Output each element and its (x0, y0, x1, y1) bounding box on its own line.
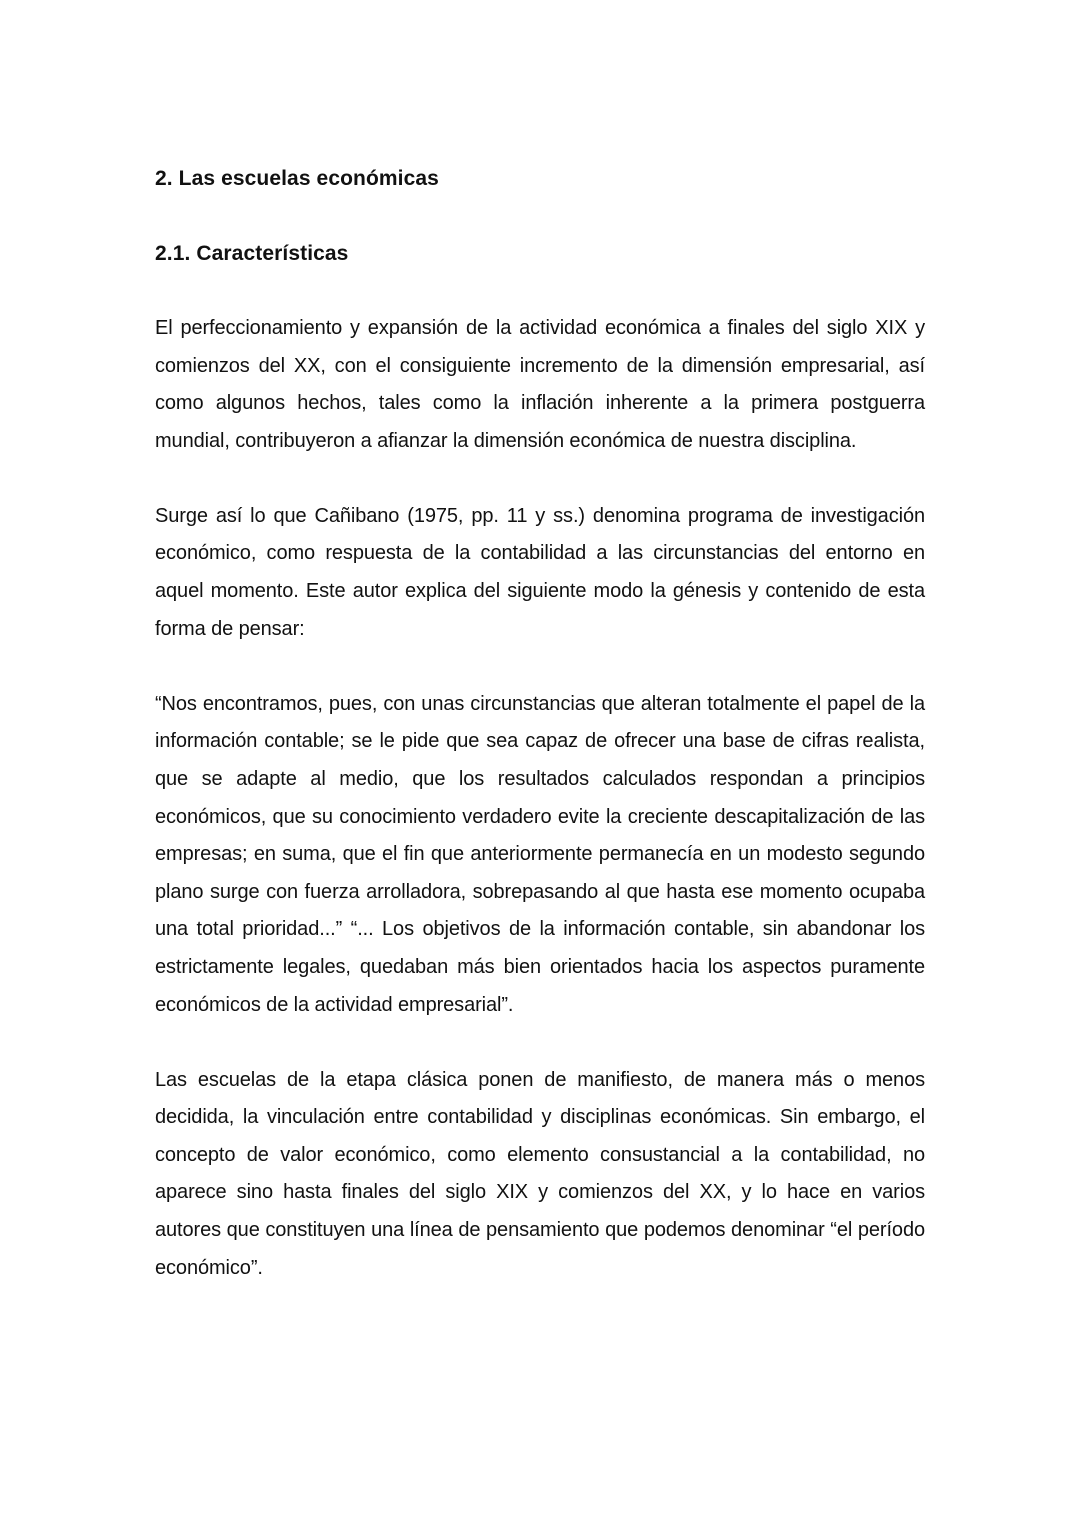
section-heading: 2. Las escuelas económicas (155, 167, 439, 190)
paragraph-quote: “Nos encontramos, pues, con unas circunstancias que alteran totalmente el papel de la información contable; se le pide que sea capaz de ofrecer una base de cifras realista, que se adapte al medio, que los resultados calculados respondan a principios económicos, que su conocimiento verdadero evite la creciente descapitalización de las empresas; en suma, que el fin que anteriormente permanecía en un modesto segundo plano surge con fuerza arrolladora, sobrepasando al que hasta ese momento ocupaba una total prioridad...” “... Los objetivos de la información contable, sin abandonar los estrictamente legales, quedaban más bien orientados hacia los aspectos puramente económicos de la actividad empresarial”. (155, 692, 925, 1016)
paragraph-classical-schools: Las escuelas de la etapa clásica ponen de manifiesto, de manera más o menos decidida, la vinculación entre contabilidad y disciplinas económicas. Sin embargo, el concepto de valor económico, como elemento consustancial a la contabilidad, no aparece sino hasta finales del siglo XIX y comienzos del XX, y lo hace en varios autores que constituyen una línea de pensamiento que podemos denominar “el período económico”. (155, 1068, 925, 1279)
subsection-heading: 2.1. Características (155, 242, 349, 265)
paragraph-canibano: Surge así lo que Cañibano (1975, pp. 11 y ss.) denomina programa de investigación económico, como respuesta de la contabilidad a las circunstancias del entorno en aquel momento. Este autor explica del siguiente modo la génesis y contenido de esta forma de pensar: (155, 504, 925, 640)
document-page (155, 160, 925, 1325)
paragraph-intro: El perfeccionamiento y expansión de la actividad económica a finales del siglo XIX y comienzos del XX, con el consiguiente incremento de la dimensión empresarial, así como algunos hechos, tales como la inflación inherente a la primera postguerra mundial, contribuyeron a afianzar la dimensión económica de nuestra disciplina. (155, 317, 925, 452)
